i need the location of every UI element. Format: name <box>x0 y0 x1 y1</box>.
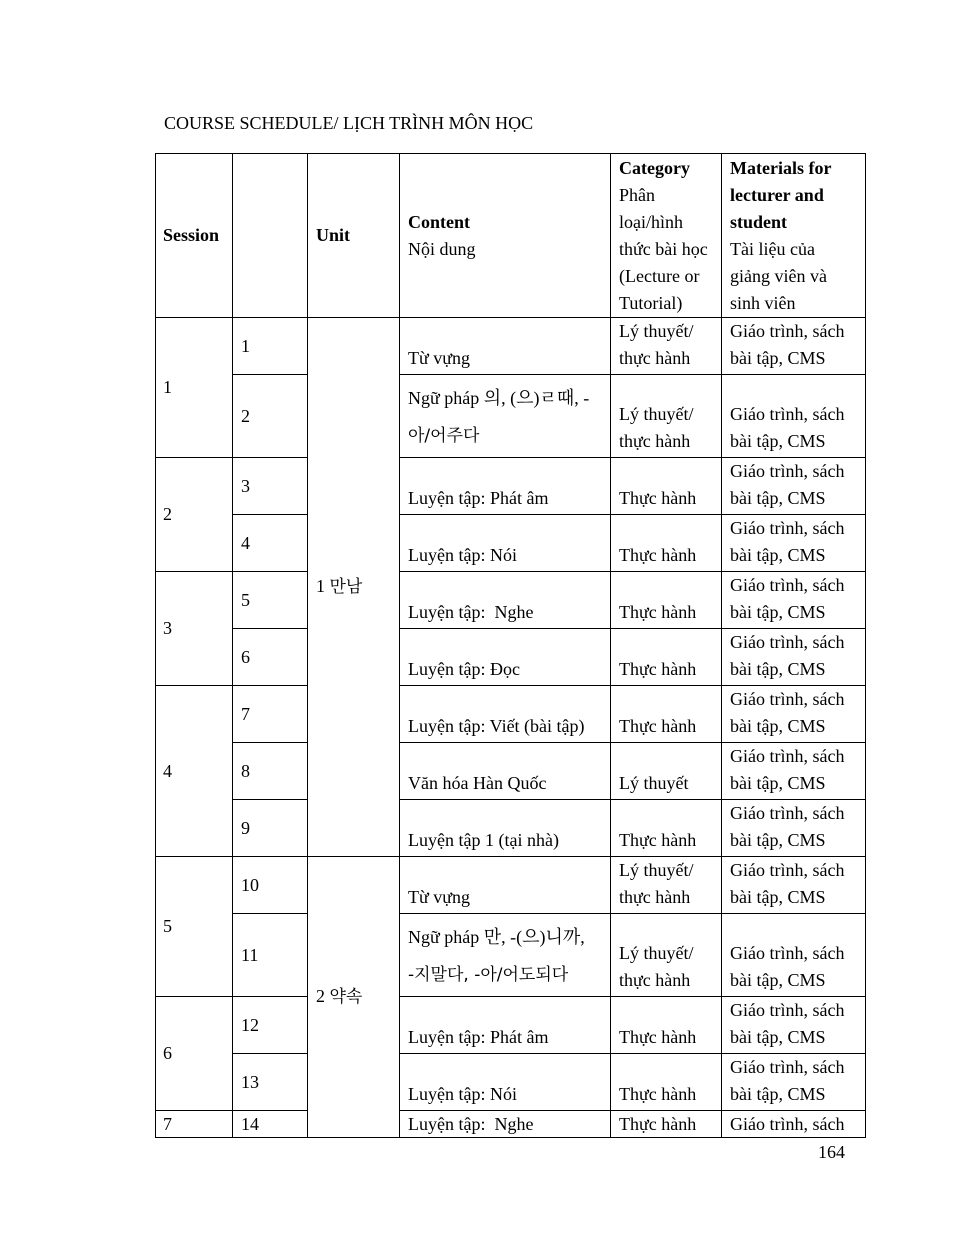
materials-cell: Giáo trình, sách bài tập, CMS <box>722 629 866 686</box>
materials-cell: Giáo trình, sách bài tập, CMS <box>722 800 866 857</box>
content-cell: Từ vựng <box>400 318 611 375</box>
materials-cell: Giáo trình, sách bài tập, CMS <box>722 375 866 458</box>
table-row <box>156 318 866 375</box>
unit-cell: 1 만남 <box>308 318 400 857</box>
category-cell: Thực hành <box>611 686 722 743</box>
lesson-cell: 13 <box>233 1054 308 1111</box>
table-row <box>156 629 866 686</box>
lesson-cell: 2 <box>233 375 308 458</box>
content-cell: Luyện tập: Nói <box>400 1054 611 1111</box>
category-cell: Thực hành <box>611 1111 722 1138</box>
content-cell: Ngữ pháp 의, (으)ㄹ때, - 아/어주다 <box>400 375 611 458</box>
content-cell: Văn hóa Hàn Quốc <box>400 743 611 800</box>
header-lesson <box>233 154 308 318</box>
category-cell: Thực hành <box>611 1054 722 1111</box>
table-row <box>156 857 866 914</box>
category-cell: Lý thuyết/ thực hành <box>611 857 722 914</box>
lesson-cell: 3 <box>233 458 308 515</box>
category-cell: Lý thuyết/ thực hành <box>611 914 722 997</box>
header-session: Session <box>156 154 233 318</box>
header-row <box>156 154 866 318</box>
table-row <box>156 515 866 572</box>
table-row <box>156 572 866 629</box>
table-row <box>156 743 866 800</box>
content-cell: Từ vựng <box>400 857 611 914</box>
lesson-cell: 7 <box>233 686 308 743</box>
table-row <box>156 1111 866 1138</box>
content-cell: Luyện tập: Nói <box>400 515 611 572</box>
category-cell: Lý thuyết <box>611 743 722 800</box>
lesson-cell: 9 <box>233 800 308 857</box>
category-cell: Thực hành <box>611 800 722 857</box>
content-cell: Luyện tập 1 (tại nhà) <box>400 800 611 857</box>
lesson-cell: 1 <box>233 318 308 375</box>
materials-cell: Giáo trình, sách bài tập, CMS <box>722 458 866 515</box>
materials-cell: Giáo trình, sách bài tập, CMS <box>722 857 866 914</box>
table-row <box>156 458 866 515</box>
header-unit: Unit <box>308 154 400 318</box>
lesson-cell: 6 <box>233 629 308 686</box>
session-cell: 2 <box>156 458 233 572</box>
content-cell: Luyện tập: Nghe <box>400 1111 611 1138</box>
materials-cell: Giáo trình, sách bài tập, CMS <box>722 914 866 997</box>
materials-cell: Giáo trình, sách <box>722 1111 866 1138</box>
lesson-cell: 8 <box>233 743 308 800</box>
category-cell: Thực hành <box>611 997 722 1054</box>
materials-cell: Giáo trình, sách bài tập, CMS <box>722 686 866 743</box>
session-cell: 4 <box>156 686 233 857</box>
category-cell: Lý thuyết/ thực hành <box>611 375 722 458</box>
session-cell: 3 <box>156 572 233 686</box>
table-row <box>156 914 866 997</box>
unit-cell: 2 약속 <box>308 857 400 1138</box>
content-cell: Luyện tập: Phát âm <box>400 458 611 515</box>
content-cell: Luyện tập: Viết (bài tập) <box>400 686 611 743</box>
category-cell: Thực hành <box>611 629 722 686</box>
content-cell: Luyện tập: Nghe <box>400 572 611 629</box>
table-row <box>156 800 866 857</box>
header-content: Content Nội dung <box>400 154 611 318</box>
materials-cell: Giáo trình, sách bài tập, CMS <box>722 318 866 375</box>
lesson-cell: 14 <box>233 1111 308 1138</box>
materials-cell: Giáo trình, sách bài tập, CMS <box>722 572 866 629</box>
lesson-cell: 11 <box>233 914 308 997</box>
materials-cell: Giáo trình, sách bài tập, CMS <box>722 1054 866 1111</box>
materials-cell: Giáo trình, sách bài tập, CMS <box>722 997 866 1054</box>
header-category: Category Phân loại/hình thức bài học (Lecture or Tutorial) <box>611 154 722 318</box>
category-cell: Thực hành <box>611 515 722 572</box>
content-cell: Luyện tập: Phát âm <box>400 997 611 1054</box>
content-cell: Ngữ pháp 만, -(으)니까, -지말다, -아/어도되다 <box>400 914 611 997</box>
session-cell: 1 <box>156 318 233 458</box>
materials-cell: Giáo trình, sách bài tập, CMS <box>722 743 866 800</box>
materials-cell: Giáo trình, sách bài tập, CMS <box>722 515 866 572</box>
lesson-cell: 5 <box>233 572 308 629</box>
lesson-cell: 10 <box>233 857 308 914</box>
header-materials: Materials for lecturer and student Tài liệu của giảng viên và sinh viên <box>722 154 866 318</box>
course-schedule-table <box>155 153 866 1138</box>
table-row <box>156 686 866 743</box>
session-cell: 5 <box>156 857 233 997</box>
table-row <box>156 997 866 1054</box>
content-cell: Luyện tập: Đọc <box>400 629 611 686</box>
category-cell: Thực hành <box>611 458 722 515</box>
page-number: 164 <box>818 1142 845 1162</box>
table-row <box>156 1054 866 1111</box>
session-cell: 7 <box>156 1111 233 1138</box>
category-cell: Lý thuyết/ thực hành <box>611 318 722 375</box>
session-cell: 6 <box>156 997 233 1111</box>
page-title: COURSE SCHEDULE/ LỊCH TRÌNH MÔN HỌC <box>164 113 534 133</box>
lesson-cell: 4 <box>233 515 308 572</box>
table-row <box>156 375 866 458</box>
lesson-cell: 12 <box>233 997 308 1054</box>
category-cell: Thực hành <box>611 572 722 629</box>
